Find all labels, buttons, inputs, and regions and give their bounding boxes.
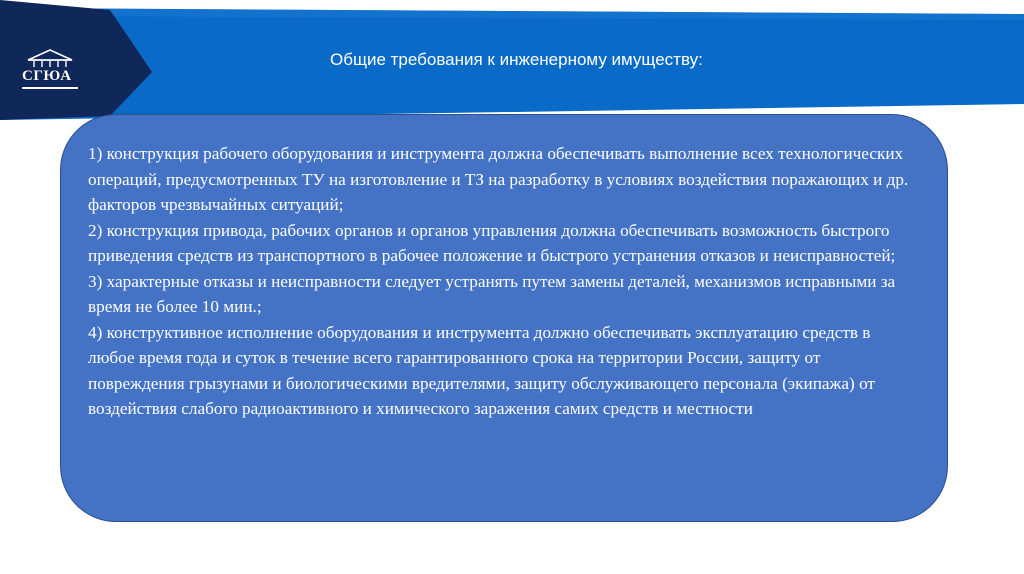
requirements-list <box>88 141 918 422</box>
requirement-item-3: 3) характерные отказы и неисправности следует устранять путем замены деталей, механизмов исправными за время не более 10 мин.; <box>88 271 896 316</box>
requirement-item-1: 1) конструкция рабочего оборудования и инструмента должна обеспечивать выполнение всех технологических операций, предусмотренных ТУ на изготовление и ТЗ на разработку в условиях воздействия поражающих и др. факторов чрезвычайных ситуаций; <box>88 144 909 214</box>
requirement-item-2: 2) конструкция привода, рабочих органов и органов управления должна обеспечивать возможность быстрого приведения средств из транспортного в рабочее положение и быстрого устранения отказов и неисправностей; <box>88 220 896 265</box>
page-title: Общие требования к инженерному имуществу: <box>330 50 703 69</box>
requirement-item-4: 4) конструктивное исполнение оборудования и инструмента должно обеспечивать эксплуатацию средств в любое время года и суток в течение всего гарантированного срока на территории России, защиту от повреждения грызунами и биологическими вредителями, защиту обслуживающего персонала (экипажа) от воздействия слабого радиоактивного и химического заражения самих средств и местности <box>88 322 875 418</box>
logo-underline <box>22 87 78 89</box>
logo-text: СГЮА <box>22 68 72 84</box>
